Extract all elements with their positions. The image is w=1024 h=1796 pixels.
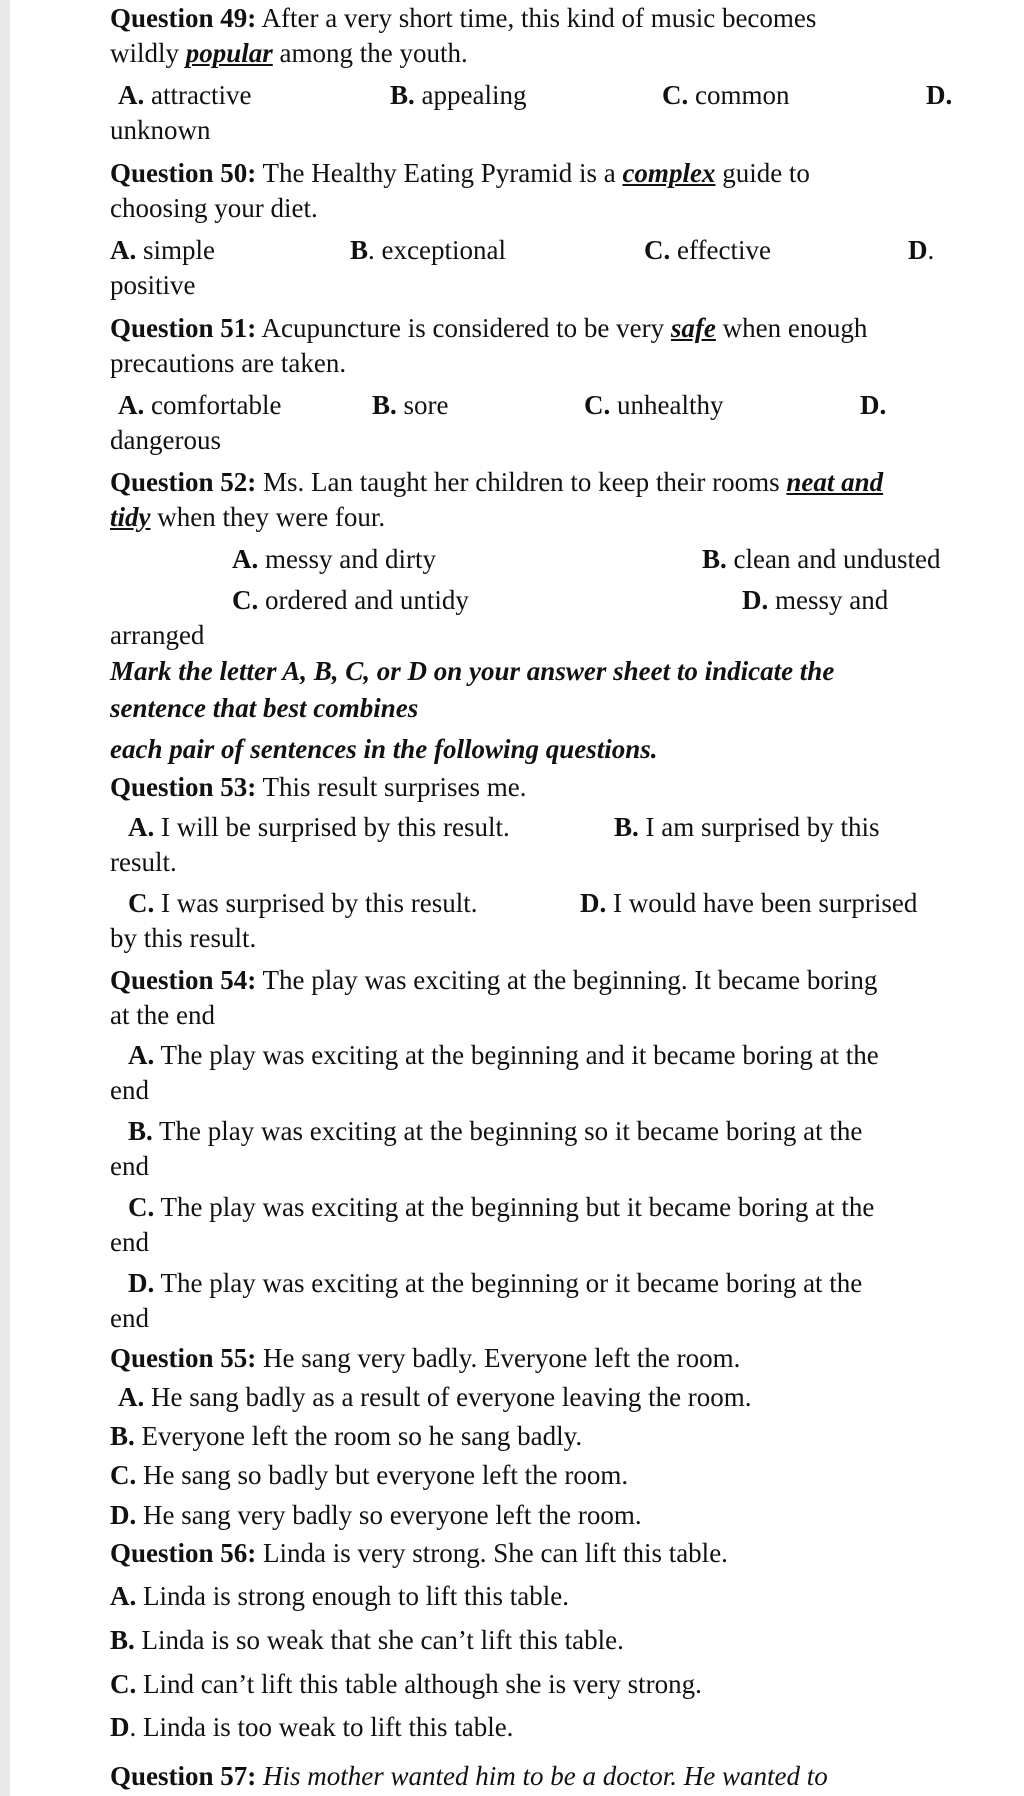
question-56-label: Question 56: xyxy=(110,1538,257,1568)
question-56-line-1: Question 56: Linda is very strong. She can lift this table. xyxy=(110,1538,728,1568)
question-50-option-a: A. simple xyxy=(110,235,215,265)
question-51-option-a: A. comfortable xyxy=(118,390,282,420)
question-53-option-a: A. I will be surprised by this result. xyxy=(128,812,510,842)
question-56-option-a: A. Linda is strong enough to lift this table. xyxy=(110,1581,569,1611)
question-51-label: Question 51: xyxy=(110,313,257,343)
question-54-line-2: at the end xyxy=(110,1000,215,1030)
question-51-option-d-letter: D. xyxy=(860,390,887,420)
question-54-option-a: A. The play was exciting at the beginning and it became boring at the xyxy=(128,1040,879,1070)
left-edge-strip xyxy=(0,0,10,1796)
question-54-option-b: B. The play was exciting at the beginning so it became boring at the xyxy=(128,1116,863,1146)
question-54-option-d-continued: end xyxy=(110,1303,149,1333)
question-52-option-d-continued: arranged xyxy=(110,620,205,650)
question-49-option-d-letter: D. xyxy=(926,80,953,110)
question-50-option-c: C. effective xyxy=(644,235,771,265)
question-55-option-c: C. He sang so badly but everyone left the room. xyxy=(110,1460,629,1490)
question-54-option-b-continued: end xyxy=(110,1151,149,1181)
question-50-keyword: complex xyxy=(622,158,716,188)
question-57-line-1: Question 57: His mother wanted him to be a doctor. He wanted to xyxy=(110,1761,828,1791)
question-51-option-b: B. sore xyxy=(372,390,449,420)
question-52-line-1: Question 52: Ms. Lan taught her children to keep their rooms neat and xyxy=(110,467,884,497)
question-52-option-d: D. messy and xyxy=(742,585,889,615)
question-49-line-2: wildly popular among the youth. xyxy=(110,38,468,68)
question-49-keyword: popular xyxy=(185,38,273,68)
question-53-label: Question 53: xyxy=(110,772,257,802)
question-51-line-2: precautions are taken. xyxy=(110,348,347,378)
question-54-option-d: D. The play was exciting at the beginning or it became boring at the xyxy=(128,1268,863,1298)
question-49-line-1: Question 49: After a very short time, this kind of music becomes xyxy=(110,3,817,33)
question-51-keyword: safe xyxy=(670,313,716,343)
question-49-option-b: B. appealing xyxy=(390,80,527,110)
question-54-label: Question 54: xyxy=(110,965,257,995)
question-50-line-2: choosing your diet. xyxy=(110,193,318,223)
question-49-label: Question 49: xyxy=(110,3,257,33)
question-49-option-d-text: unknown xyxy=(110,115,211,145)
question-52-label: Question 52: xyxy=(110,467,257,497)
question-51-option-c: C. unhealthy xyxy=(584,390,724,420)
question-55-label: Question 55: xyxy=(110,1343,257,1373)
question-50-line-1: Question 50: The Healthy Eating Pyramid is a complex guide to xyxy=(110,158,810,188)
question-54-option-c-continued: end xyxy=(110,1227,149,1257)
instruction-line-3: each pair of sentences in the following questions. xyxy=(110,734,658,764)
question-49-option-c: C. common xyxy=(662,80,790,110)
question-55-option-d: D. He sang very badly so everyone left the room. xyxy=(110,1500,642,1530)
question-52-option-a: A. messy and dirty xyxy=(232,544,436,574)
question-50-option-d-letter: D. xyxy=(908,235,935,265)
question-54-option-a-continued: end xyxy=(110,1075,149,1105)
question-52-option-b: B. clean and undusted xyxy=(702,544,941,574)
question-55-option-b: B. Everyone left the room so he sang badly. xyxy=(110,1421,583,1451)
question-52-keyword-part-2: tidy xyxy=(110,502,151,532)
question-52-option-c: C. ordered and untidy xyxy=(232,585,469,615)
question-52-line-2: tidy when they were four. xyxy=(110,502,386,532)
question-53-option-d-continued: by this result. xyxy=(110,923,257,953)
question-50-label: Question 50: xyxy=(110,158,257,188)
question-51-line-1: Question 51: Acupuncture is considered to be very safe when enough xyxy=(110,313,868,343)
question-53-option-b-continued: result. xyxy=(110,847,177,877)
question-57-label: Question 57: xyxy=(110,1761,257,1791)
question-56-option-d: D. Linda is too weak to lift this table. xyxy=(110,1712,514,1742)
question-53-option-d: D. I would have been surprised xyxy=(580,888,918,918)
question-54-option-c: C. The play was exciting at the beginning but it became boring at the xyxy=(128,1192,875,1222)
question-55-option-a: A. He sang badly as a result of everyone leaving the room. xyxy=(118,1382,752,1412)
question-51-option-d-text: dangerous xyxy=(110,425,221,455)
question-56-option-c: C. Lind can’t lift this table although she is very strong. xyxy=(110,1669,702,1699)
question-49-option-a: A. attractive xyxy=(118,80,252,110)
question-54-line-1: Question 54: The play was exciting at the beginning. It became boring xyxy=(110,965,878,995)
question-56-option-b: B. Linda is so weak that she can’t lift this table. xyxy=(110,1625,624,1655)
question-50-option-b: B. exceptional xyxy=(350,235,506,265)
question-50-option-d-text: positive xyxy=(110,270,196,300)
question-52-keyword-part-1: neat and xyxy=(786,467,884,497)
question-53-line-1: Question 53: This result surprises me. xyxy=(110,772,527,802)
instruction-line-1: Mark the letter A, B, C, or D on your answer sheet to indicate the xyxy=(110,656,835,686)
question-55-line-1: Question 55: He sang very badly. Everyone left the room. xyxy=(110,1343,741,1373)
instruction-line-2: sentence that best combines xyxy=(110,693,419,723)
question-53-option-c: C. I was surprised by this result. xyxy=(128,888,478,918)
question-53-option-b: B. I am surprised by this xyxy=(614,812,880,842)
